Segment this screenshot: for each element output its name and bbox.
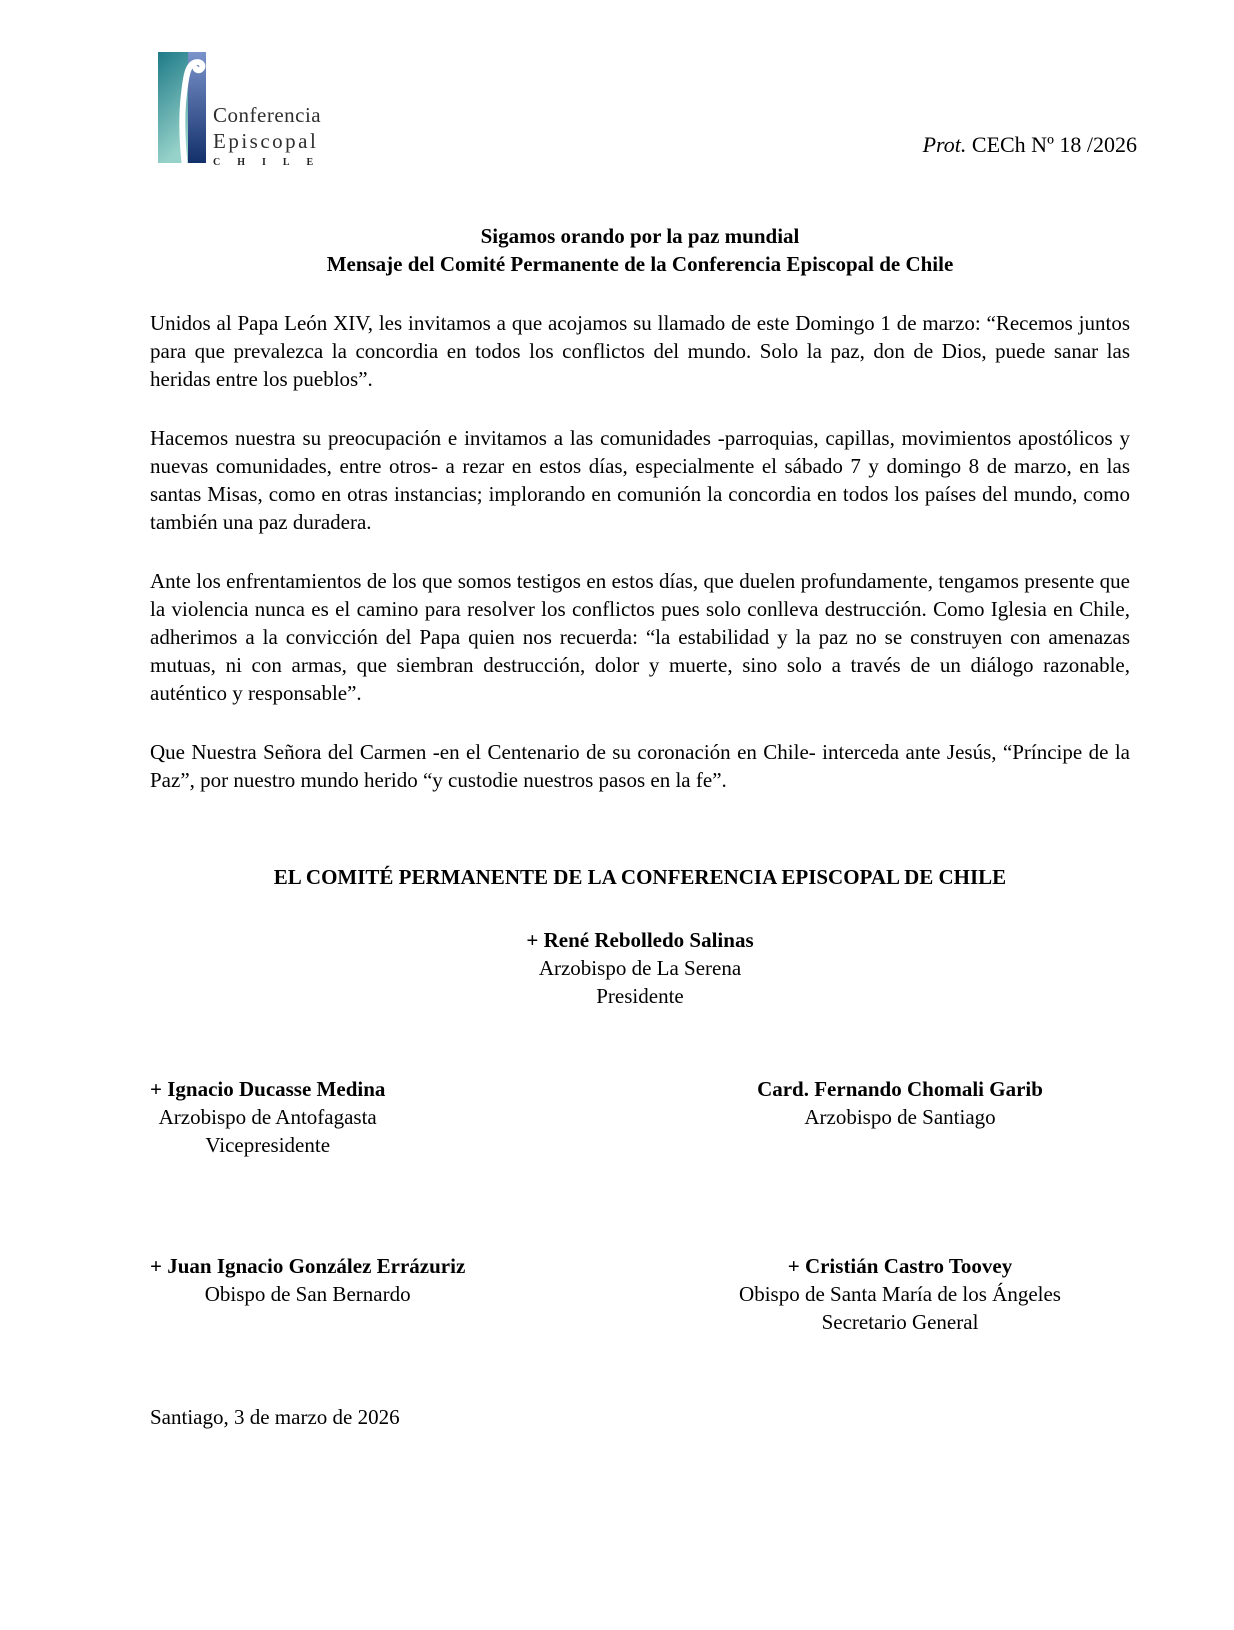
signature-president <box>150 926 1130 1010</box>
signatory-title: Obispo de Santa María de los Ángeles <box>739 1282 1061 1306</box>
signatory-role: Vicepresidente <box>205 1133 331 1157</box>
paragraph-1: Unidos al Papa León XIV, les invitamos a que acojamos su llamado de este Domingo 1 de marzo: “Recemos juntos para que prevalezca la concordia en todos los conflictos del mundo. Solo la paz, don de Dios, puede sanar las heridas entre los pueblos”. <box>150 311 1130 391</box>
signatory-role: Secretario General <box>821 1310 979 1334</box>
signatory-name: Card. Fernando Chomali Garib <box>757 1077 1043 1101</box>
document-body <box>150 222 1130 1431</box>
protocol-prefix: Prot. <box>922 132 967 157</box>
signature-block-cardenal <box>670 1075 1130 1131</box>
signature-row-1 <box>150 1075 1130 1159</box>
crozier-logo-icon <box>158 52 206 163</box>
document-title <box>150 222 1130 278</box>
letterhead-logo <box>158 52 330 168</box>
president-role: Presidente <box>596 984 684 1008</box>
dateline: Santiago, 3 de marzo de 2026 <box>150 1405 400 1429</box>
logo-country: CHILE <box>213 157 331 168</box>
logo-wordmark <box>213 102 330 168</box>
paragraph-3: Ante los enfrentamientos de los que somos testigos en estos días, que duelen profundamente, tengamos presente que la violencia nunca es el camino para resolver los conflictos pues solo conlleva destrucción. Como Iglesia en Chile, adherimos a la convicción del Papa quien nos recuerda: “la estabilidad y la paz no se construyen con amenazas mutuas, ni con armas, que siembran destrucción, dolor y muerte, sino solo a través de un diálogo razonable, auténtico y responsable”. <box>150 569 1130 705</box>
signatory-title: Obispo de San Bernardo <box>204 1282 411 1306</box>
protocol-number <box>923 131 1137 159</box>
signatory-title: Arzobispo de Santiago <box>804 1105 996 1129</box>
logo-org-line-2: Episcopal <box>213 129 319 153</box>
signature-block-secretario-general <box>670 1252 1130 1336</box>
signature-block-obispo-san-bernardo <box>150 1252 465 1308</box>
signature-row-2 <box>150 1252 1130 1336</box>
president-name: + René Rebolledo Salinas <box>526 928 754 952</box>
title-line-1: Sigamos orando por la paz mundial <box>480 224 800 248</box>
paragraph-2: Hacemos nuestra su preocupación e invitamos a las comunidades -parroquias, capillas, movimientos apostólicos y nuevas comunidades, entre otros- a rezar en estos días, especialmente el sábado 7 y domingo 8 de marzo, en las santas Misas, como en otras instancias; implorando en comunión la concordia en todos los países del mundo, como también una paz duradera. <box>150 426 1130 534</box>
committee-heading: EL COMITÉ PERMANENTE DE LA CONFERENCIA EPISCOPAL DE CHILE <box>273 865 1007 889</box>
signature-block-vicepresidente <box>150 1075 385 1159</box>
signatory-title: Arzobispo de Antofagasta <box>158 1105 377 1129</box>
logo-org-line-1: Conferencia <box>213 103 322 127</box>
signatory-name: + Cristián Castro Toovey <box>787 1254 1013 1278</box>
protocol-text: CECh Nº 18 /2026 <box>966 132 1137 157</box>
president-title: Arzobispo de La Serena <box>538 956 742 980</box>
title-line-2: Mensaje del Comité Permanente de la Conferencia Episcopal de Chile <box>326 252 954 276</box>
signatory-name: + Ignacio Ducasse Medina <box>150 1077 386 1101</box>
signatory-name: + Juan Ignacio González Errázuriz <box>150 1254 466 1278</box>
paragraph-4: Que Nuestra Señora del Carmen -en el Centenario de su coronación en Chile- interceda ante Jesús, “Príncipe de la Paz”, por nuestro mundo herido “y custodie nuestros pasos en la fe”. <box>150 740 1130 792</box>
